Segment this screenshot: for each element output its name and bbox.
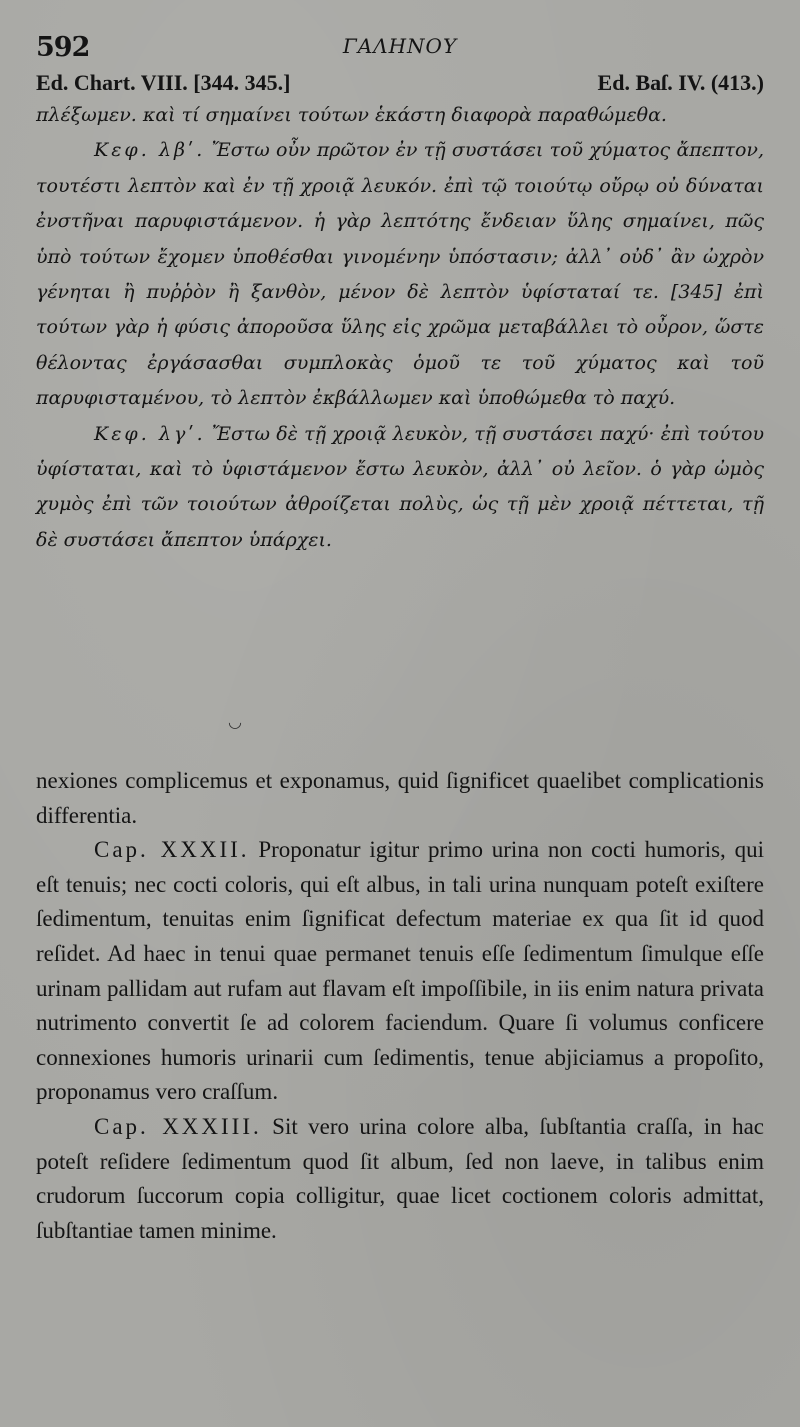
greek-paragraph-2	[36, 133, 764, 416]
greek-chapter-label-32: Κεφ. λβʹ.	[94, 139, 206, 162]
latin-paragraph-3	[36, 1110, 764, 1248]
latin-text-block	[36, 764, 764, 1248]
running-title: ΓΑΛΗΝΟΥ	[342, 34, 458, 58]
greek-chapter-label-33: Κεφ. λγʹ.	[94, 422, 206, 445]
separator-mark: ◡	[228, 712, 242, 731]
greek-paragraph-3-text: Ἔστω δὲ τῇ χροιᾷ λευκὸν, τῇ συστάσει παχύ· ἐπὶ τούτου ὑφίσταται, καὶ τὸ ὑφιστάμενον ἔστω λευκὸν, ἀλλ᾽ οὐ λεῖον. ὁ γὰρ ὠμὸς χυμὸς ἐπὶ τῶν τοιούτων ἀθροίζεται πολὺς, ὡς τῇ μὲν χροιᾷ πέττεται, τῇ δὲ συστάσει ἄπεπτον ὑπάρχει.	[36, 422, 765, 551]
edition-reference-chartier: Ed. Chart. VIII. [344. 345.]	[36, 70, 291, 95]
greek-paragraph-2-text: Ἔστω οὖν πρῶτον ἐν τῇ συστάσει τοῦ χύματος ἄπεπτον, τουτέστι λεπτὸν καὶ ἐν τῇ χροιᾷ λευκόν. ἐπὶ τῷ τοιούτῳ οὔρῳ οὐ δύναται ἐνστῆναι παρυφιστάμενον. ἡ γὰρ λεπτότης ἔνδειαν ὕλης σημαίνει, πῶς ὑπὸ τούτων ἔχομεν ὑποθέσθαι γινομένην ὑπόστασιν; ἀλλ᾽ οὐδ᾽ ἂν ὠχρὸν γένηται ἢ πυῤῥὸν ἢ ξανθὸν, μένον δὲ λεπτὸν ὑφίσταταί τε. [345] ἐπὶ τούτων γὰρ ἡ φύσις ἀποροῦσα ὕλης εἰς χρῶμα μεταβάλλει τὸ οὖρον, ὥστε θέλοντας ἐργάσασθαι συμπλοκὰς ὁμοῦ τε τοῦ χύματος καὶ τοῦ παρυφισταμένου, τὸ λεπτὸν ἐκβάλλωμεν καὶ ὑποθώμεθα τὸ παχύ.	[36, 139, 764, 410]
latin-chapter-label-33: Cap. XXXIII.	[94, 1113, 262, 1139]
latin-paragraph-2	[36, 833, 764, 1110]
latin-paragraph-3-text: Sit vero urina colore alba, ſubſtantia craſſa, in hac poteſt reſidere ſedimentum quod ſit album, ſed non laeve, in talibus enim crudorum ſuccorum copia colligitur, quae licet coctionem coloris admittat, ſubſtantiae tamen minime.	[36, 1113, 765, 1243]
greek-text-block	[36, 98, 764, 558]
latin-chapter-label-32: Cap. XXXII.	[94, 837, 250, 863]
edition-reference-basel: Ed. Baſ. IV. (413.)	[597, 70, 764, 95]
greek-paragraph-1: πλέξωμεν. καὶ τί σημαίνει τούτων ἑκάστη διαφορὰ παραθώμεθα.	[36, 104, 667, 126]
latin-paragraph-2-text: Proponatur igitur primo urina non cocti humoris, qui eſt tenuis; nec cocti coloris, qui eſt albus, in tali urina nunquam poteſt exiſtere ſedimentum, tenuitas enim ſignificat defectum materiae ex qua ſit id quod reſidet. Ad haec in tenui quae permanet tenuis eſſe ſedimentum ſimulque eſſe urinam pallidam aut rufam aut flavam eſt impoſſibile, in iis enim natura privata nutrimento convertit ſe ad colorem faciendum. Quare ſi volumus conficere connexiones humoris urinarii cum ſedimentis, tenue abjiciamus a propoſito, proponamus vero craſſum.	[36, 837, 765, 1105]
page-number: 592	[36, 32, 90, 63]
latin-paragraph-1: nexiones complicemus et exponamus, quid ſignificet quaelibet complicationis differentia.	[36, 768, 764, 828]
greek-paragraph-3	[36, 417, 764, 559]
